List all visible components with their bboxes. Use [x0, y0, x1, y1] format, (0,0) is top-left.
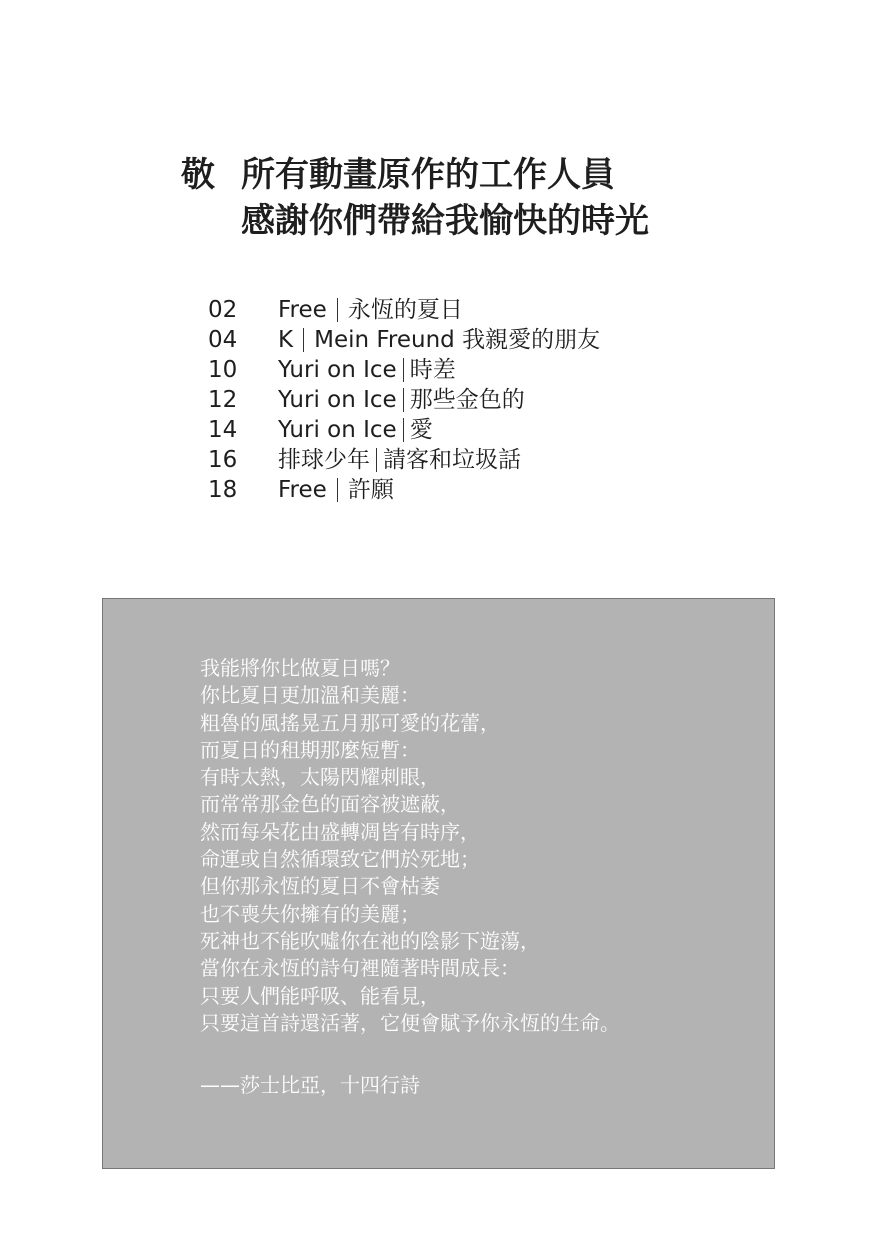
- toc-separator: [303, 328, 304, 352]
- toc-row: [208, 415, 600, 445]
- poem-line: 粗魯的風搖晃五月那可愛的花蕾，: [200, 710, 500, 735]
- poem-line: 而夏日的租期那麼短暫：: [200, 737, 420, 762]
- toc-page-number: 04: [208, 327, 238, 353]
- toc-row: [208, 445, 600, 475]
- poem: [200, 655, 620, 1037]
- toc-series: Yuri on Ice: [278, 417, 397, 443]
- poem-line: 當你在永恆的詩句裡隨著時間成長：: [200, 956, 520, 981]
- dedication-prefix: 敬: [181, 155, 215, 195]
- toc-title: 請客和垃圾話: [383, 447, 521, 473]
- poem-line: 而常常那金色的面容被遮蔽，: [200, 792, 460, 817]
- toc-separator: [337, 298, 338, 322]
- poem-line: 有時太熱，太陽閃耀刺眼，: [200, 765, 440, 790]
- toc-title: 許願: [347, 477, 394, 503]
- poem-line: 也不喪失你擁有的美麗；: [200, 901, 420, 926]
- dedication: [181, 152, 649, 244]
- toc-title: 時差: [409, 357, 456, 383]
- toc-title: 那些金色的: [409, 387, 525, 413]
- toc-title: 永恆的夏日: [347, 297, 463, 323]
- dedication-text-2: 感謝你們帶給我愉快的時光: [241, 201, 649, 241]
- toc-page-number: 18: [208, 477, 238, 503]
- poem-line: 只要這首詩還活著，它便會賦予你永恆的生命。: [200, 1010, 620, 1035]
- poem-line: 我能將你比做夏日嗎？: [200, 656, 400, 680]
- poem-line: 然而每朵花由盛轉凋皆有時序，: [200, 819, 480, 844]
- toc-page-number: 14: [208, 417, 238, 443]
- toc-series: Yuri on Ice: [278, 357, 397, 383]
- poem-attribution: ——莎士比亞，十四行詩: [200, 1073, 420, 1097]
- toc-separator: [403, 418, 404, 442]
- toc-page-number: 02: [208, 297, 238, 323]
- toc-separator: [376, 448, 377, 472]
- toc-separator: [403, 388, 404, 412]
- toc-row: [208, 295, 600, 325]
- toc-series: K: [278, 327, 294, 353]
- toc-row: [208, 355, 600, 385]
- dedication-line-2: [181, 198, 649, 244]
- poem-line: 只要人們能呼吸、能看見，: [200, 983, 440, 1008]
- toc-page-number: 10: [208, 357, 238, 383]
- poem-line: 你比夏日更加溫和美麗：: [200, 683, 420, 708]
- toc-page-number: 16: [208, 447, 238, 473]
- toc-separator: [337, 478, 338, 502]
- toc-row: [208, 475, 600, 505]
- dedication-line-1: [181, 152, 649, 198]
- toc-title: 愛: [409, 417, 433, 443]
- toc-series: Yuri on Ice: [278, 387, 397, 413]
- poem-line: 但你那永恆的夏日不會枯萎: [200, 874, 440, 899]
- toc-series: Free: [278, 297, 327, 323]
- toc-row: [208, 325, 600, 355]
- toc-separator: [403, 358, 404, 382]
- toc-series: 排球少年: [278, 447, 370, 473]
- toc-series: Free: [278, 477, 327, 503]
- poem-line: 命運或自然循環致它們於死地；: [200, 847, 480, 872]
- poem-box: [102, 598, 775, 1169]
- dedication-spacer: [181, 198, 241, 244]
- toc-title: Mein Freund 我親愛的朋友: [314, 327, 601, 353]
- table-of-contents: [208, 295, 600, 505]
- dedication-text-1: 所有動畫原作的工作人員: [241, 155, 615, 195]
- toc-row: [208, 385, 600, 415]
- poem-line: 死神也不能吹噓你在祂的陰影下遊蕩，: [200, 928, 540, 953]
- toc-page-number: 12: [208, 387, 238, 413]
